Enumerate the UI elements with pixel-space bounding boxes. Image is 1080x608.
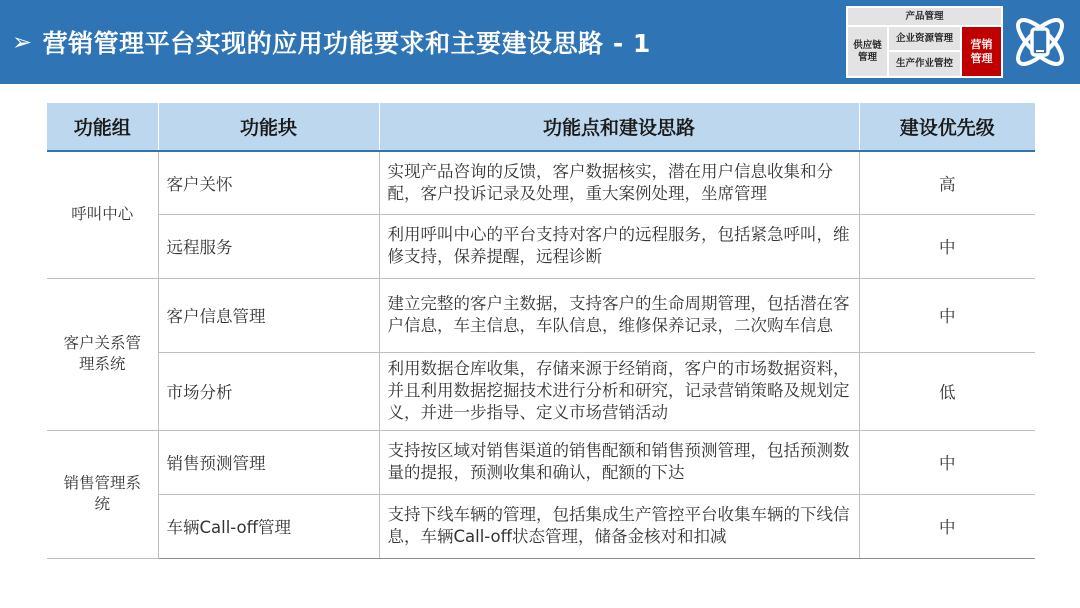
nav-marketing-label: 营销管理 <box>970 37 993 65</box>
priority-cell: 高 <box>859 151 1035 214</box>
header-bar <box>0 0 1080 84</box>
block-cell: 客户关怀 <box>158 151 379 214</box>
nav-supply-chain-label: 供应链管理 <box>853 39 882 63</box>
block-cell: 车辆Call-off管理 <box>158 494 379 558</box>
desc-cell: 建立完整的客户主数据，支持客户的生命周期管理，包括潜在客户信息，车主信息，车队信息，维修保养记录，二次购车信息 <box>379 278 859 352</box>
desc-cell: 支持按区域对销售渠道的销售配额和销售预测管理，包括预测数量的提报，预测收集和确认，配额的下达 <box>379 430 859 494</box>
atom-phone-logo-icon <box>1008 10 1072 74</box>
priority-cell: 中 <box>859 494 1035 558</box>
col-header-desc: 功能点和建设思路 <box>379 103 859 151</box>
table-row <box>47 278 1035 352</box>
nav-erp: 企业资源管理 <box>889 27 960 50</box>
desc-cell: 实现产品咨询的反馈，客户数据核实，潜在用户信息收集和分配，客户投诉记录及处理，重大案例处理，坐席管理 <box>379 151 859 214</box>
slide-title-text: 营销管理平台实现的应用功能要求和主要建设思路 - 1 <box>42 29 651 58</box>
desc-cell: 利用数据仓库收集，存储来源于经销商，客户的市场数据资料，并且利用数据挖掘技术进行分析和研究，记录营销策略及规划定义，并进一步指导、定义市场营销活动 <box>379 352 859 430</box>
module-navigator <box>846 6 1003 78</box>
arrow-bullet-icon: ➢ <box>12 28 33 56</box>
col-header-block: 功能块 <box>158 103 379 151</box>
block-cell: 远程服务 <box>158 214 379 278</box>
priority-cell: 低 <box>859 352 1035 430</box>
col-header-priority: 建设优先级 <box>859 103 1035 151</box>
slide-title <box>12 22 651 62</box>
priority-cell: 中 <box>859 430 1035 494</box>
table-header-row <box>47 103 1035 151</box>
block-cell: 客户信息管理 <box>158 278 379 352</box>
priority-cell: 中 <box>859 278 1035 352</box>
group-cell <box>47 430 158 558</box>
group-label: 客户关系管理系统 <box>63 334 141 373</box>
group-label: 销售管理系统 <box>63 474 141 513</box>
desc-cell: 利用呼叫中心的平台支持对客户的远程服务，包括紧急呼叫，维修支持，保养提醒，远程诊断 <box>379 214 859 278</box>
table-row <box>47 151 1035 214</box>
nav-marketing-active <box>962 27 1001 76</box>
table-row <box>47 430 1035 494</box>
priority-cell: 中 <box>859 214 1035 278</box>
group-cell <box>47 278 158 430</box>
desc-cell: 支持下线车辆的管理，包括集成生产管控平台收集车辆的下线信息，车辆Call-off状态管理，储备金核对和扣减 <box>379 494 859 558</box>
block-cell: 市场分析 <box>158 352 379 430</box>
block-cell: 销售预测管理 <box>158 430 379 494</box>
table-row <box>47 494 1035 558</box>
table-row <box>47 214 1035 278</box>
table-row <box>47 352 1035 430</box>
nav-product-management: 产品管理 <box>848 8 1001 25</box>
nav-production-control: 生产作业管控 <box>889 52 960 76</box>
group-cell: 呼叫中心 <box>47 151 158 278</box>
function-table <box>47 103 1035 559</box>
nav-supply-chain <box>848 27 887 76</box>
col-header-group: 功能组 <box>47 103 158 151</box>
